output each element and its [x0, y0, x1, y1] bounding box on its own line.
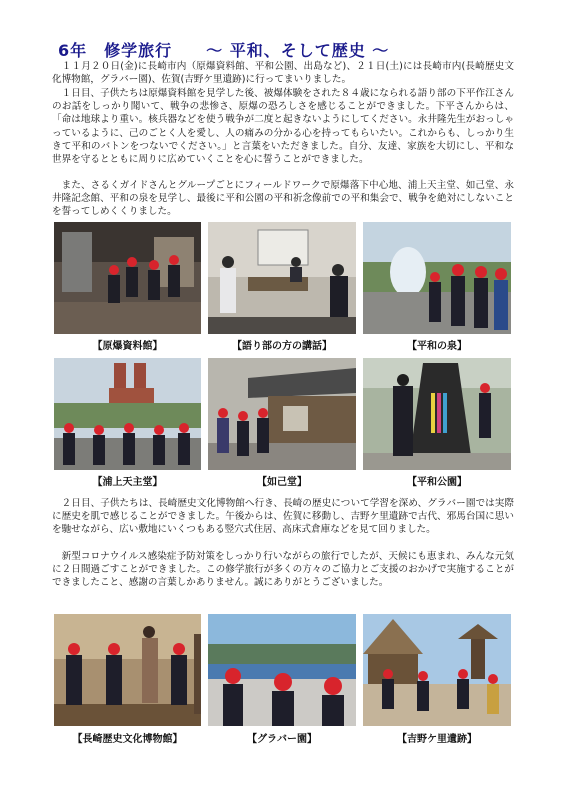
photo-glover-garden [208, 614, 356, 726]
caption-peace-park: 【平和公園】 [407, 477, 467, 488]
photo-peace-park [363, 358, 511, 470]
paragraph-fieldwork: また、さるくガイドさんとグループごとにフィールドワークで原爆落下中心地、浦上天主堂、如己堂、永井隆記念館、平和の泉を見学し、最後に平和公園の平和祈念像前での平和集会で、戦争を絶対にしないことを誓ってしめくくりました。 [52, 180, 514, 218]
photo-urakami-cathedral [54, 358, 201, 470]
paragraph-day1: １日目、子供たちは原爆資料館を見学した後、被爆体験をされた８４歳になられる語り部の下平作江さんのお話をしっかり聞いて、戦争の悲惨さ、原爆の恐ろしさを感じることができました。下平さんからは、「命は地球より重い。核兵器などを使う戦争が二度と起きないようにしてください。永井隆先生がおっしゃっているように、己のごとく人を愛し、人の痛みの分かる心を持ってもらいたい。これからも、しっかり生きて平和のバトンをつないでください。」と言葉をいただきました。自分、友達、家族を大切にし、平和な世界を守るとともに周りに広めていくことを心に誓うことができました。 [52, 88, 514, 166]
page-title: 6年 修学旅行 ～ 平和、そして歴史 ～ [58, 41, 390, 60]
caption-glover-garden: 【グラバー園】 [247, 734, 317, 745]
photo-yoshinogari-ruins [363, 614, 511, 726]
paragraph-day2: ２日目、子供たちは、長崎歴史文化博物館へ行き、長崎の歴史について学習を深め、グラバー園では実際に歴史を肌で感じることができました。午後からは、佐賀に移動し、吉野ケ里遺跡で古代、邪馬台国に思いを馳せながら、広い敷地にいくつもある竪穴式住居、高床式倉庫などを見て回りました。 [52, 498, 514, 536]
photo-storyteller-talk [208, 222, 356, 334]
caption-nagasaki-museum: 【長崎歴史文化博物館】 [72, 734, 183, 745]
paragraph-closing: 新型コロナウイルス感染症予防対策をしっかり行いながらの旅行でしたが、天候にも恵まれ、みんな元気に２日間過ごすことができました。この修学旅行が多くの方々のご協力とご支援のおかげで実施することができましたこと、感謝の言葉しかありません。誠にありがとうございました。 [52, 551, 514, 589]
photo-atomic-bomb-museum [54, 222, 201, 334]
caption-yoshinogari-ruins: 【吉野ケ里遺跡】 [397, 734, 477, 745]
caption-peace-fountain: 【平和の泉】 [407, 341, 467, 352]
paragraph-intro: １１月２０日(金)に長崎市内（原爆資料館、平和公園、出島など)、２１日(土)には長崎市内(長崎歴史文化博物館，グラバー園)、佐賀(吉野ケ里遺跡)に行ってまいりました。 [52, 61, 514, 86]
caption-atomic-bomb-museum: 【原爆資料館】 [92, 341, 163, 352]
photo-peace-fountain [363, 222, 511, 334]
caption-urakami-cathedral: 【浦上天主堂】 [92, 477, 163, 488]
photo-nagasaki-museum [54, 614, 201, 726]
caption-storyteller-talk: 【語り部の方の講話】 [232, 341, 332, 352]
photo-nyokodo [208, 358, 356, 470]
caption-nyokodo: 【如己堂】 [257, 477, 307, 488]
